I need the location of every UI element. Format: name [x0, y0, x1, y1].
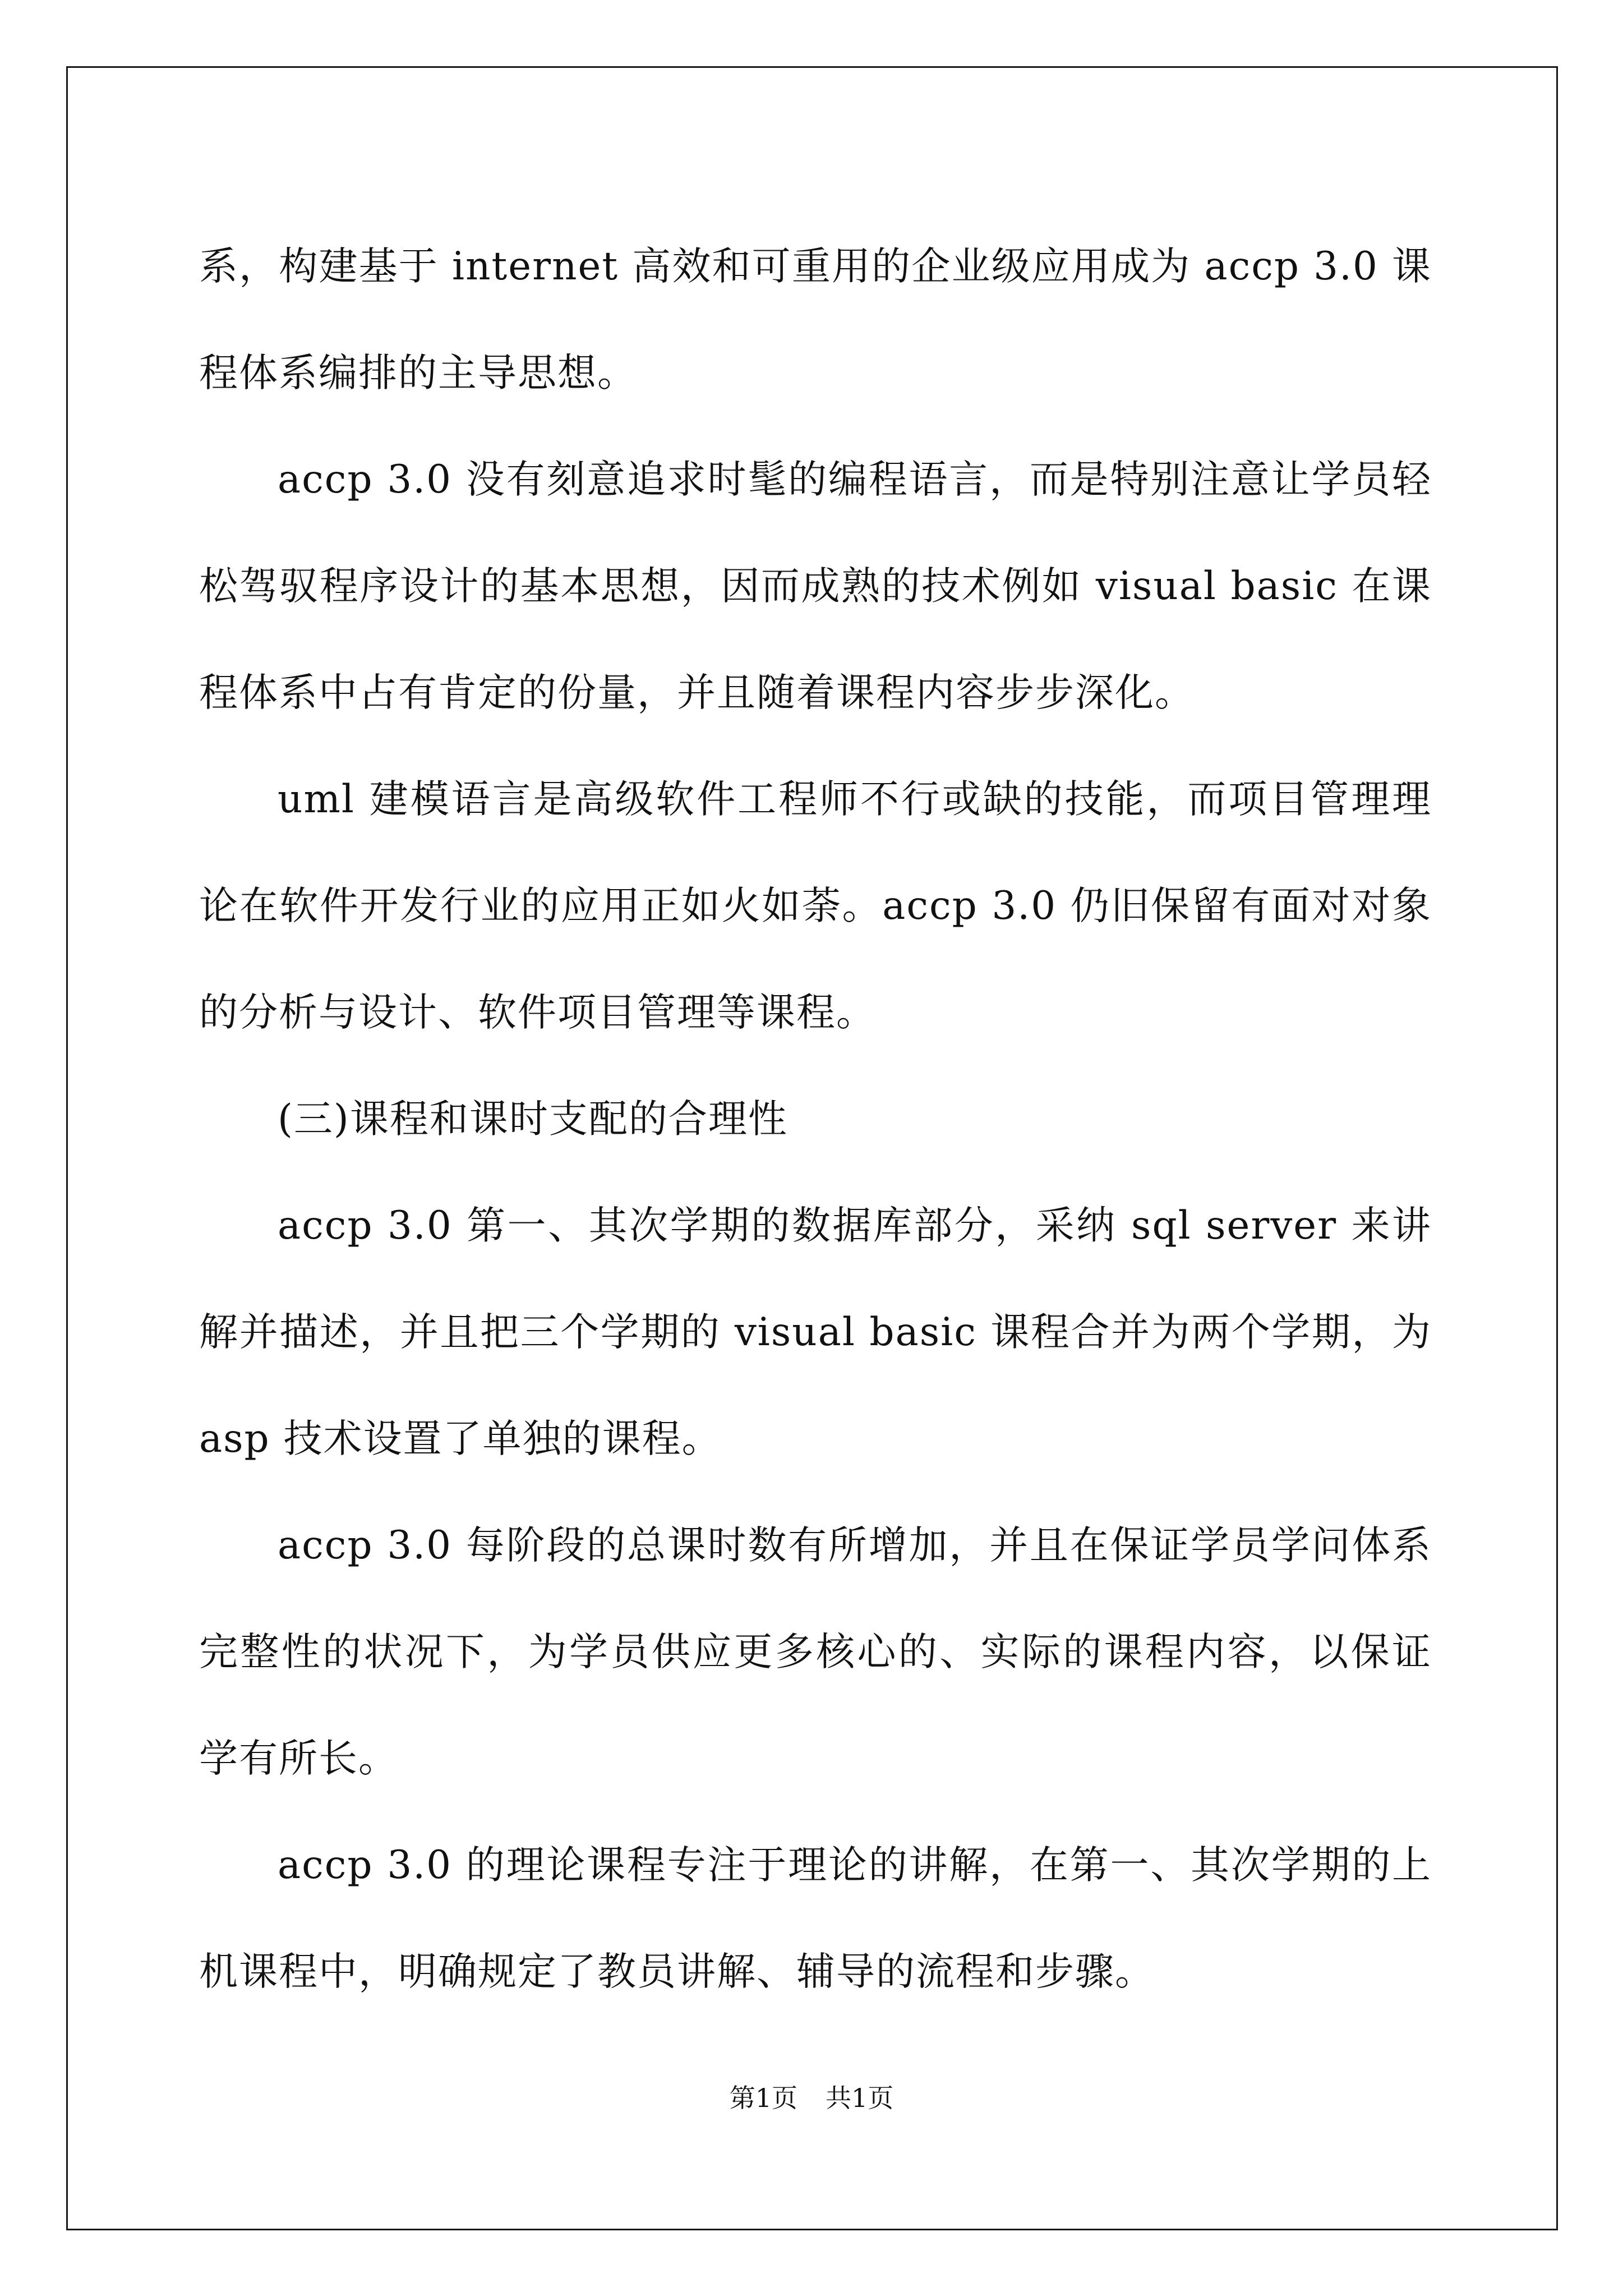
paragraph: accp 3.0 的理论课程专注于理论的讲解，在第一、其次学期的上机课程中，明确规定了教员讲解、辅导的流程和步骤。	[199, 1843, 1432, 1994]
paragraph-continuation: 系，构建基于 internet 高效和可重用的企业级应用成为 accp 3.0 课程体系编排的主导思想。	[199, 244, 1432, 395]
paragraph: uml 建模语言是高级软件工程师不行或缺的技能，而项目管理理论在软件开发行业的应用正如火如荼。accp 3.0 仍旧保留有面对对象的分析与设计、软件项目管理等课程。	[199, 777, 1432, 1035]
page-number-current: 第1页	[729, 2083, 797, 2113]
page-footer	[0, 2081, 1623, 2115]
paragraph: accp 3.0 没有刻意追求时髦的编程语言，而是特别注意让学员轻松驾驭程序设计的基本思想，因而成熟的技术例如 visual basic 在课程体系中占有肯定的份量，并且随着课程内容步步深化。	[199, 457, 1432, 715]
paragraph: accp 3.0 每阶段的总课时数有所增加，并且在保证学员学问体系完整性的状况下，为学员供应更多核心的、实际的课程内容，以保证学有所长。	[199, 1523, 1432, 1781]
paragraph: accp 3.0 第一、其次学期的数据库部分，采纳 sql server 来讲解并描述，并且把三个学期的 visual basic 课程合并为两个学期，为 asp 技术设置了单独的课程。	[199, 1203, 1432, 1461]
document-body	[199, 213, 1432, 2025]
section-heading: (三)课程和课时支配的合理性	[278, 1097, 788, 1142]
page-number-total: 共1页	[826, 2083, 894, 2113]
